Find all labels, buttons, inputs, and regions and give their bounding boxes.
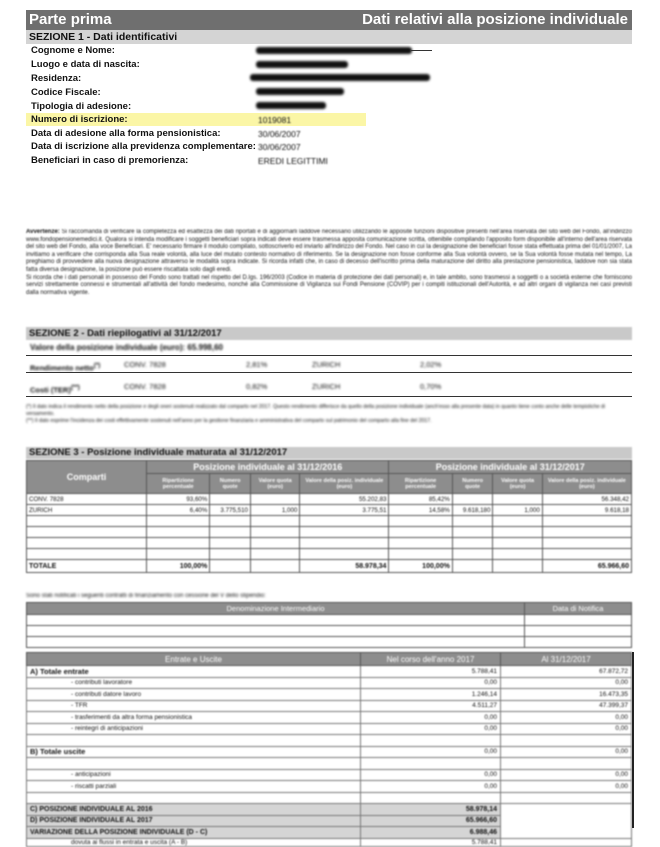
flow-row bbox=[27, 735, 632, 747]
position-value: 65.998,60 bbox=[187, 343, 223, 352]
costs-comparto: CONV. 7828 bbox=[124, 382, 166, 391]
col-notification-date: Data di Notifica bbox=[525, 603, 632, 615]
field-membership-type-label: Tipologia di adesione: bbox=[31, 101, 132, 112]
flow-value-total bbox=[501, 827, 632, 839]
flow-value-year: 5.788,41 bbox=[361, 666, 501, 678]
table-row: CONV. 7828 93,60% 55.202,83 85,42% 56.348,42 bbox=[27, 494, 632, 505]
net-return-gestore: ZURICH bbox=[312, 360, 341, 369]
net-return-value-1: 2,81% bbox=[246, 360, 268, 369]
flow-value-year: 65.966,60 bbox=[361, 815, 501, 827]
flow-value-total: 0,00 bbox=[501, 712, 632, 724]
table-total-row: TOTALE 100,00% 58.978,34 100,00% 65.966,60 bbox=[27, 560, 632, 573]
field-beneficiaries-label: Beneficiari in caso di premorienza: bbox=[31, 155, 189, 166]
enrolment-date-value: 30/06/2007 bbox=[258, 142, 301, 152]
field-enrolment-date-label: Data di iscrizione alla previdenza complementare: bbox=[31, 141, 256, 152]
flow-value-year bbox=[361, 758, 501, 770]
flow-value-year: 6.988,46 bbox=[361, 827, 501, 839]
flow-row bbox=[27, 666, 632, 678]
header-bar bbox=[26, 10, 632, 30]
flow-row bbox=[27, 804, 632, 816]
section1-title: SEZIONE 1 - Dati identificativi bbox=[26, 30, 632, 44]
flow-value-total: 0,00 bbox=[501, 781, 632, 793]
flow-label: A) Totale entrate bbox=[27, 666, 361, 678]
flow-value-year: 0,00 bbox=[361, 746, 501, 758]
field-residence-label: Residenza: bbox=[31, 73, 82, 84]
beneficiaries-value: EREDI LEGITTIMI bbox=[258, 156, 328, 166]
flow-value-total bbox=[501, 758, 632, 770]
adhesion-date-value: 30/06/2007 bbox=[258, 129, 301, 139]
flow-value-year: 0,00 bbox=[361, 712, 501, 724]
flow-row bbox=[27, 677, 632, 689]
flow-value-year: 5.788,41 bbox=[361, 838, 501, 846]
table-row-empty bbox=[27, 549, 632, 560]
note-net-return: (*) Il dato indica il rendimento netto della posizione e degli oneri sostenuti realizzato dal comparto nel 2017. Questo rendimento differisce da quello della posizione individuale (anch'esso alla presente data) in quanto tiene conto anche delle tempistiche di versamento. bbox=[26, 404, 606, 417]
flow-value-total: 0,00 bbox=[501, 769, 632, 781]
field-adhesion-date-label: Data di adesione alla forma pensionistica: bbox=[31, 128, 221, 139]
col-flows: Entrate e Uscite bbox=[27, 653, 361, 666]
flow-label: - anticipazioni bbox=[27, 769, 361, 781]
field-name-label: Cognome e Nome: bbox=[31, 45, 115, 56]
subcol: Valore quota (euro) bbox=[250, 474, 299, 494]
group-2016: Posizione individuale al 31/12/2016 bbox=[147, 461, 389, 474]
financing-contracts-note: Sono stati notificati i seguenti contratti di finanziamento con cessione del V dello stipendio: bbox=[26, 593, 266, 599]
subcol: Valore della posiz. individuale (euro) bbox=[542, 474, 631, 494]
flow-row bbox=[27, 746, 632, 758]
flow-row bbox=[27, 838, 632, 846]
header-left-title: Parte prima bbox=[29, 11, 112, 28]
col-at-date: Al 31/12/2017 bbox=[501, 653, 632, 666]
redacted-name bbox=[256, 47, 412, 54]
flow-label bbox=[27, 792, 361, 804]
net-return-comparto: CONV. 7828 bbox=[124, 360, 166, 369]
redacted-fiscal-code bbox=[256, 88, 344, 95]
col-comparti: Comparti bbox=[27, 461, 147, 494]
flow-label: - contributi datore lavoro bbox=[27, 689, 361, 701]
flow-row bbox=[27, 769, 632, 781]
redacted-residence bbox=[250, 74, 430, 81]
flow-row bbox=[27, 781, 632, 793]
table-row-empty bbox=[27, 615, 632, 626]
costs-value-2: 0,70% bbox=[420, 382, 442, 391]
flow-label: - riscatti parziali bbox=[27, 781, 361, 793]
flow-label bbox=[27, 758, 361, 770]
flow-value-total: 0,00 bbox=[501, 746, 632, 758]
subcol: Valore quota (euro) bbox=[493, 474, 542, 494]
position-value-label: Valore della posizione individuale (euro): bbox=[30, 343, 186, 352]
flow-label: - trasferimenti da altra forma pensionistica bbox=[27, 712, 361, 724]
note-ter: (**) Il dato esprime l'incidenza dei costi effettivamente sostenuti nell'anno per la gestione finanziaria e amministrativa del comparto sul patrimonio del comparto alla fine del 2017. bbox=[26, 418, 432, 424]
divider bbox=[26, 372, 632, 373]
flow-label: B) Totale uscite bbox=[27, 746, 361, 758]
subcol: Numero quote bbox=[210, 474, 251, 494]
subcol: Ripartizione percentuale bbox=[147, 474, 210, 494]
section2-notes bbox=[26, 404, 632, 425]
flow-value-year: 58.978,14 bbox=[361, 804, 501, 816]
field-fiscal-code-label: Codice Fiscale: bbox=[31, 87, 101, 98]
flow-row bbox=[27, 827, 632, 839]
flow-value-total bbox=[501, 804, 632, 816]
flow-value-total bbox=[501, 792, 632, 804]
flow-value-year: 0,00 bbox=[361, 781, 501, 793]
net-return-label: Rendimento netto(*) bbox=[30, 362, 101, 373]
table-row-empty bbox=[27, 516, 632, 527]
field-registration-number-label: Numero di iscrizione: bbox=[31, 114, 128, 125]
costs-ter-label: Costi (TER)(**) bbox=[30, 384, 80, 395]
col-year: Nel corso dell'anno 2017 bbox=[361, 653, 501, 666]
table-row-empty bbox=[27, 527, 632, 538]
flow-value-total bbox=[501, 838, 632, 846]
flow-value-total: 67.872,72 bbox=[501, 666, 632, 678]
flow-label: C) POSIZIONE INDIVIDUALE AL 2016 bbox=[27, 804, 361, 816]
redaction-tail bbox=[410, 50, 432, 51]
flow-value-total: 0,00 bbox=[501, 723, 632, 735]
position-table bbox=[26, 460, 632, 573]
flow-label: - contributi lavoratore bbox=[27, 677, 361, 689]
section3-title: SEZIONE 3 - Posizione individuale maturata al 31/12/2017 bbox=[26, 447, 632, 459]
costs-value-1: 0,82% bbox=[246, 382, 268, 391]
flow-row bbox=[27, 815, 632, 827]
flow-row bbox=[27, 700, 632, 712]
flow-value-total bbox=[501, 815, 632, 827]
warning-lead: Avvertenze: bbox=[26, 229, 60, 235]
flow-value-total bbox=[501, 735, 632, 747]
subcol: Ripartizione percentuale bbox=[389, 474, 452, 494]
col-intermediary: Denominazione Intermediario bbox=[27, 603, 525, 615]
flow-value-year: 4.511,27 bbox=[361, 700, 501, 712]
flow-label: VARIAZIONE DELLA POSIZIONE INDIVIDUALE (D - C) bbox=[27, 827, 361, 839]
table-row: ZURICH 6,40% 3.775,510 1,000 3.775,51 14,58% 9.618,180 1,000 9.618,18 bbox=[27, 505, 632, 516]
flow-value-total: 16.473,35 bbox=[501, 689, 632, 701]
flow-value-year bbox=[361, 735, 501, 747]
table-row-empty bbox=[27, 626, 632, 637]
redacted-membership-type bbox=[256, 102, 326, 109]
flow-value-year: 0,00 bbox=[361, 723, 501, 735]
flow-label bbox=[27, 735, 361, 747]
page-edge-line bbox=[632, 652, 634, 828]
flow-row bbox=[27, 792, 632, 804]
divider bbox=[26, 396, 632, 397]
flow-row bbox=[27, 723, 632, 735]
privacy-text: Si ricorda che i dati personali in possesso del Fondo sono trattati nel rispetto del D.lgs. 196/2003 (Codice in materia di protezione dei dati personali) e, in tale ambito, sono trasmessi a soggetti o a società esterne che forniscono servizi strettamente connessi e strumentali all'attività del fondo medesimo, nonché alla Commissione di Vigilanza sui Fondi Pensione (COVIP) per i compiti istituzionali dell'Autorità, e ad altri organi di vigilanza nei casi previsti dalla normativa vigente. bbox=[26, 274, 632, 296]
warning-text: Si raccomanda di verificare la completezza ed esattezza dei dati riportati e di aggiornarli laddove necessario utilizzando le apposite funzioni dispositive presenti nell'area riservata del sito web del Fondo, all'indirizzo www.fondopensionemedici.it. Qualora si intenda modificare i soggetti beneficiari sopra indicati deve essere trasmessa apposita comunicazione scritta, ottenibile compilando l'apposito form disponibile all'interno dell'area riservata del sito web del Fondo, alla voce Beneficiari. E' necessario firmare il modulo compilato, sottoscriverlo ed inviarlo all'indirizzo del Fondo. Nel caso in cui la designazione dei beneficiari fosse stata effettuata prima del 01/01/2007, La invitiamo a verificare che corrisponda alla Sua reale volontà, alla luce del mutato contesto normativo di riferimento. Se la designazione non fosse conforme alla Sua volontà ovvero, se la Sua volontà fosse mutata nel tempo, La preghiamo di provvedere alla nuova designazione attraverso le modalità sopra indicate. Si ricorda infatti che, in caso di decesso dell'iscritto prima della maturazione del diritto alla prestazione pensionistica, laddove non sia stata fatta diversa designazione, la posizione può essere riscattata solo dagli eredi. bbox=[26, 229, 632, 273]
costs-gestore: ZURICH bbox=[312, 382, 341, 391]
flow-row bbox=[27, 712, 632, 724]
flow-label: D) POSIZIONE INDIVIDUALE AL 2017 bbox=[27, 815, 361, 827]
group-2017: Posizione individuale al 31/12/2017 bbox=[389, 461, 632, 474]
subcol: Numero quote bbox=[452, 474, 493, 494]
flow-value-total: 47.399,37 bbox=[501, 700, 632, 712]
flows-table bbox=[26, 652, 632, 847]
flow-label: - reintegri di anticipazioni bbox=[27, 723, 361, 735]
registration-number-value: 1019081 bbox=[258, 115, 292, 125]
flow-row bbox=[27, 758, 632, 770]
field-birth-label: Luogo e data di nascita: bbox=[31, 59, 140, 70]
net-return-value-2: 2,02% bbox=[420, 360, 442, 369]
warning-notice bbox=[26, 229, 632, 297]
flow-value-year: 1.246,14 bbox=[361, 689, 501, 701]
flow-value-year: 0,00 bbox=[361, 677, 501, 689]
flow-label: - TFR bbox=[27, 700, 361, 712]
table-row-empty bbox=[27, 637, 632, 648]
flow-row bbox=[27, 689, 632, 701]
position-value-line bbox=[30, 343, 223, 352]
table-row-empty bbox=[27, 538, 632, 549]
financing-contracts-table bbox=[26, 602, 632, 648]
section2-title: SEZIONE 2 - Dati riepilogativi al 31/12/2017 bbox=[26, 327, 632, 340]
subcol: Valore della posiz. individuale (euro) bbox=[300, 474, 389, 494]
flow-value-year: 0,00 bbox=[361, 769, 501, 781]
flow-value-year bbox=[361, 792, 501, 804]
redacted-birth bbox=[256, 61, 348, 68]
header-right-title: Dati relativi alla posizione individuale bbox=[362, 11, 628, 28]
flow-value-total: 0,00 bbox=[501, 677, 632, 689]
flow-label: dovuta ai flussi in entrata e uscita (A - B) bbox=[27, 838, 361, 846]
divider bbox=[26, 355, 632, 356]
